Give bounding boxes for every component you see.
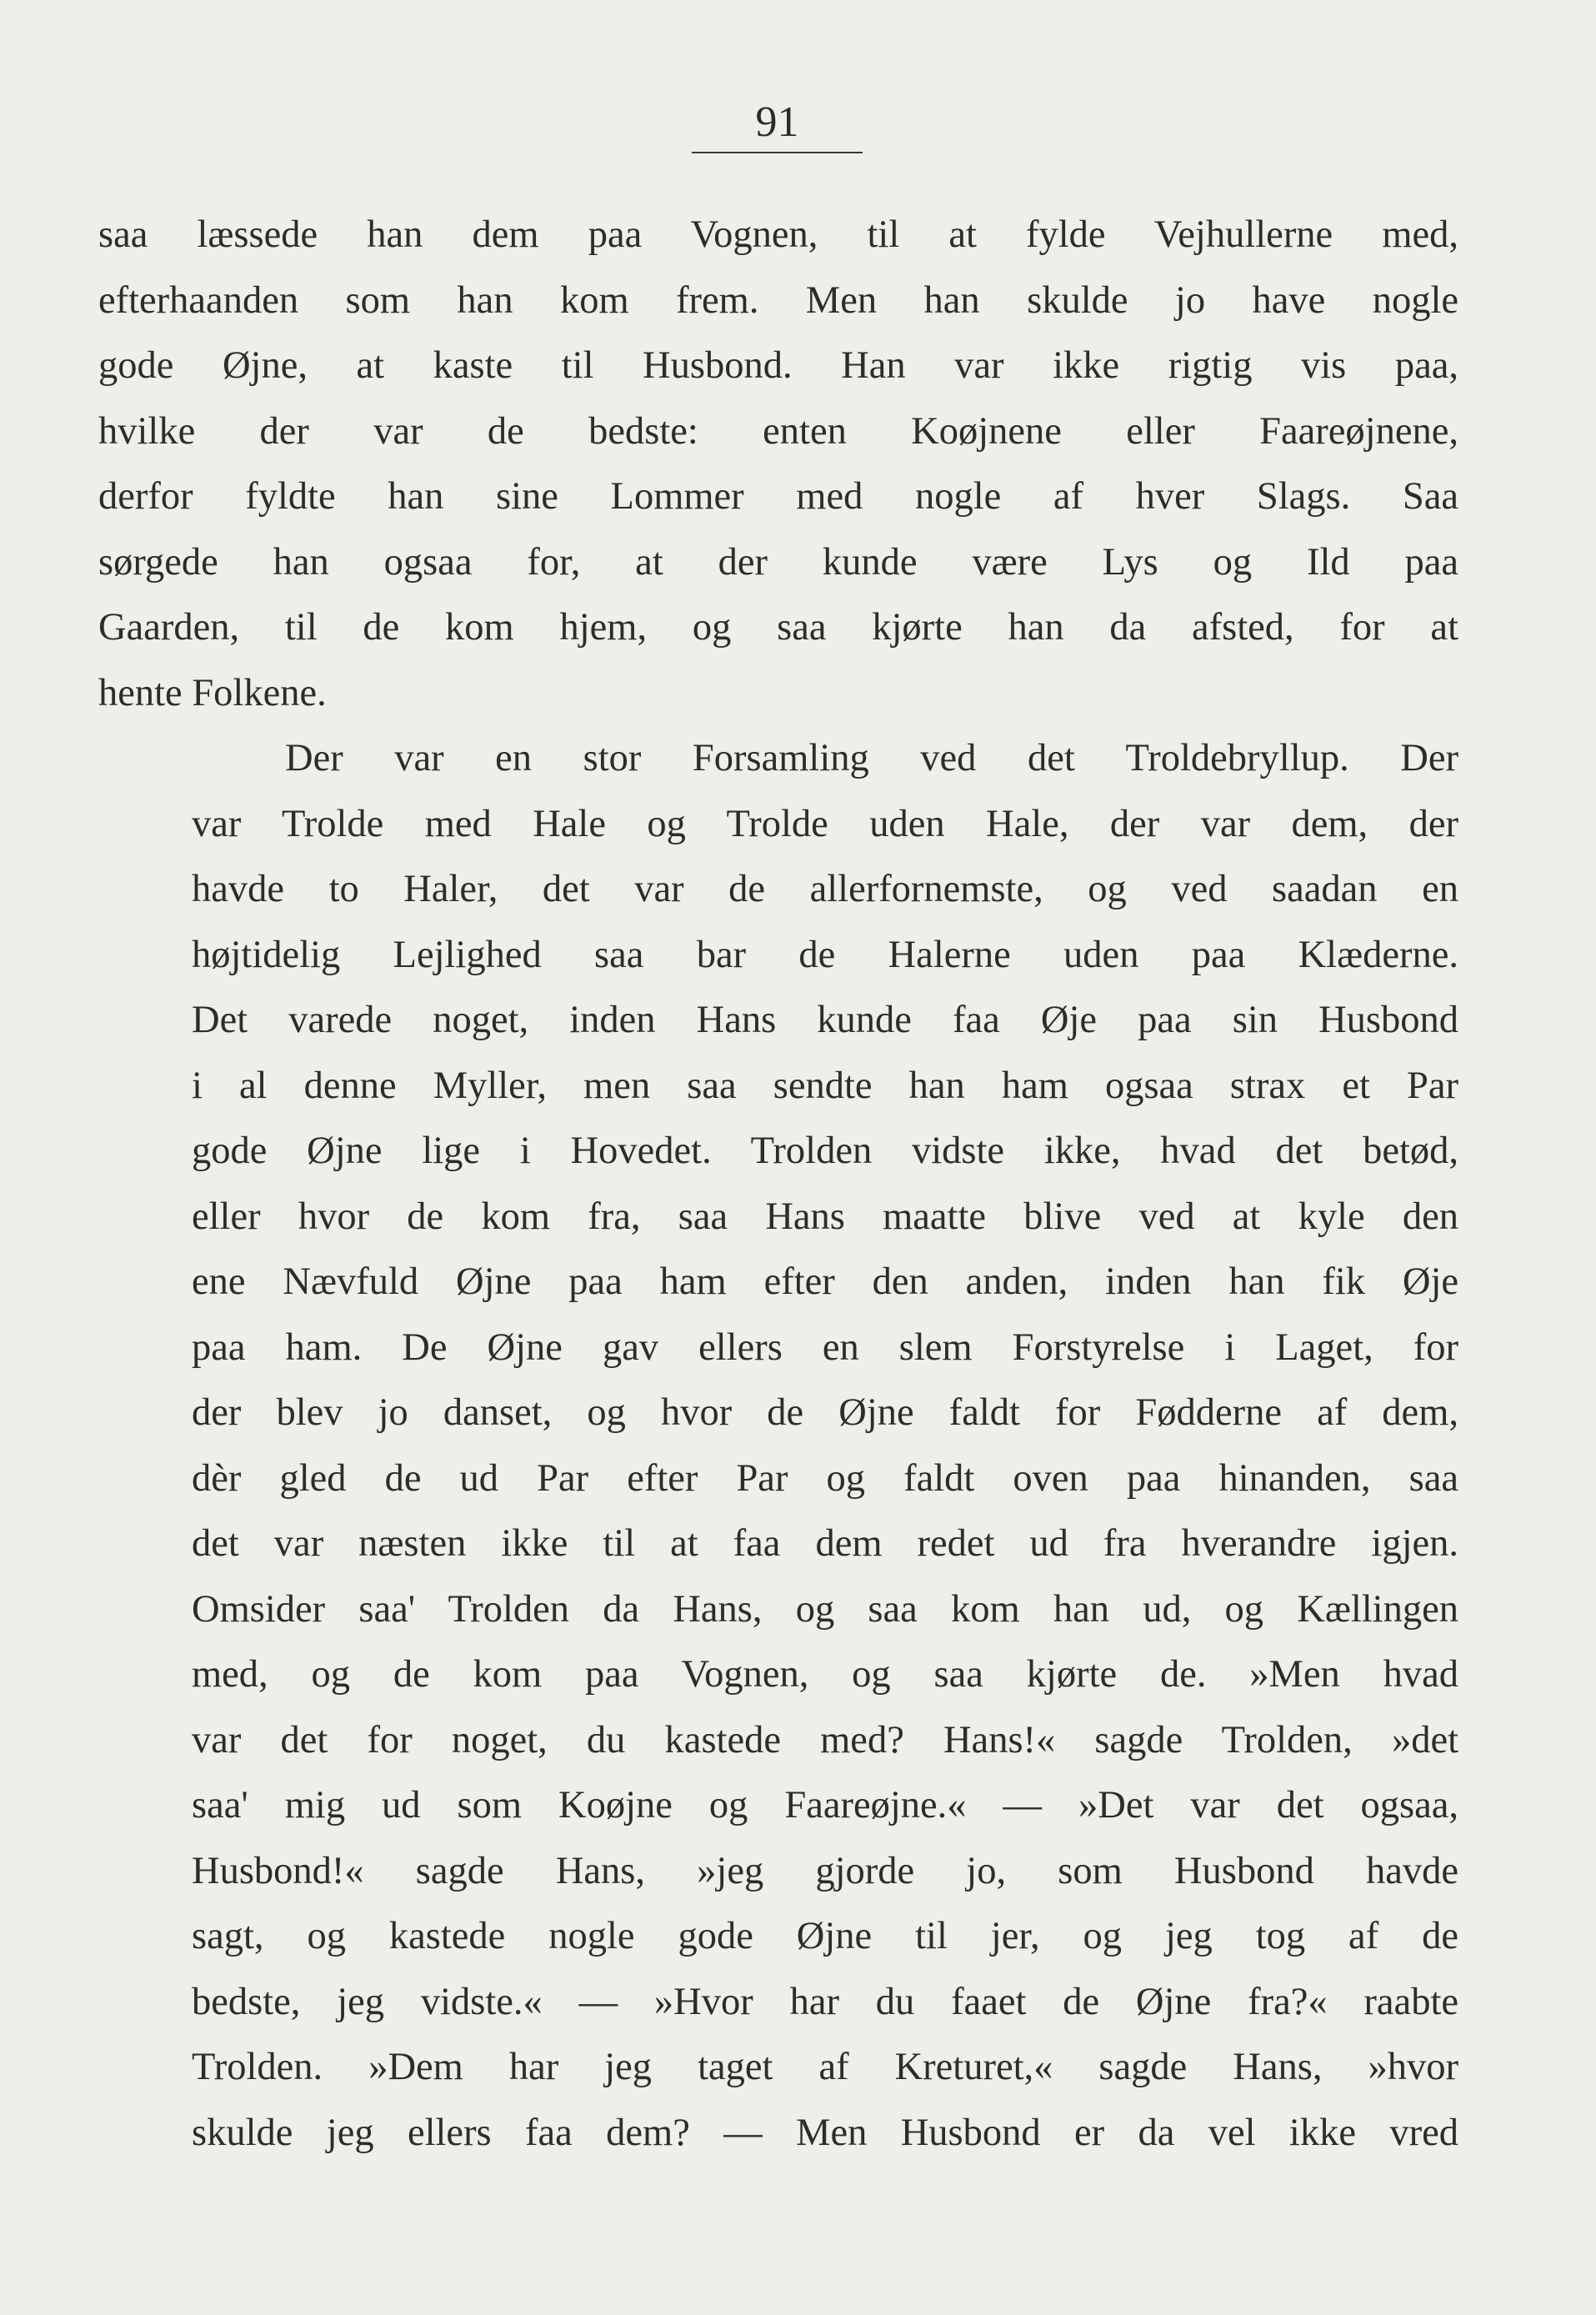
text-line: var det for noget, du kastede med? Hans!« sagde Trolden, »det [192,1718,1458,1761]
text-line: havde to Haler, det var de allerfornemste, og ved saadan en [192,868,1458,910]
text-line: i al denne Myller, men saa sendte han ham ogsaa strax et Par [192,1064,1458,1107]
text-line: gode Øjne lige i Hovedet. Trolden vidste ikke, hvad det betød, [192,1130,1458,1172]
text-line: paa ham. De Øjne gav ellers en slem Forstyrelse i Laget, for [192,1325,1458,1369]
text-line: Gaarden, til de kom hjem, og saa kjørte han da afsted, for at [98,606,1458,649]
text-line: Der var en stor Forsamling ved det Troldebryllup. Der [285,737,1458,779]
body-text [98,203,1458,2166]
text-line: hente Folkene. [98,671,327,714]
text-line: gode Øjne, at kaste til Husbond. Han var ikke rigtig vis paa, [98,344,1458,387]
text-line: med, og de kom paa Vognen, og saa kjørte de. »Men hvad [192,1653,1458,1696]
text-line: Trolden. »Dem har jeg taget af Kreturet,« sagde Hans, »hvor [192,2046,1458,2088]
text-line: bedste, jeg vidste.« — »Hvor har du faaet de Øjne fra?« raabte [192,1980,1458,2023]
text-line: saa læssede han dem paa Vognen, til at fylde Vejhullerne med, [98,213,1458,256]
text-line: dèr gled de ud Par efter Par og faldt oven paa hinanden, saa [192,1456,1458,1500]
text-line: saa' mig ud som Koøjne og Faareøjne.« — »Det var det ogsaa, [192,1784,1458,1826]
text-line: skulde jeg ellers faa dem? — Men Husbond er da vel ikke vred [192,2111,1458,2154]
text-line: Husbond!« sagde Hans, »jeg gjorde jo, som Husbond havde [192,1849,1458,1892]
text-line: sørgede han ogsaa for, at der kunde være Lys og Ild paa [98,540,1458,584]
text-line: det var næsten ikke til at faa dem redet ud fra hverandre igjen. [192,1522,1458,1565]
text-line: ene Nævfuld Øjne paa ham efter den anden, inden han fik Øje [192,1260,1458,1303]
text-line: hvilke der var de bedste: enten Koøjnene eller Faareøjnene, [98,409,1458,453]
text-line: eller hvor de kom fra, saa Hans maatte blive ved at kyle den [192,1195,1458,1238]
text-line: Omsider saa' Trolden da Hans, og saa kom han ud, og Kællingen [192,1587,1458,1631]
text-line: Det varede noget, inden Hans kunde faa Øje paa sin Husbond [192,999,1458,1041]
text-line: derfor fyldte han sine Lommer med nogle af hver Slags. Saa [98,475,1458,518]
text-line: højtidelig Lejlighed saa bar de Halerne uden paa Klæderne. [192,933,1458,976]
page-number: 91 [692,93,863,153]
text-line: var Trolde med Hale og Trolde uden Hale, der var dem, der [192,802,1458,845]
text-line: sagt, og kastede nogle gode Øjne til jer, og jeg tog af de [192,1915,1458,1957]
text-line: efterhaanden som han kom frem. Men han skulde jo have nogle [98,278,1458,322]
text-line: der blev jo danset, og hvor de Øjne faldt for Fødderne af dem, [192,1391,1458,1434]
paragraph-1 [98,203,1458,726]
paragraph-2 [98,726,1458,2166]
